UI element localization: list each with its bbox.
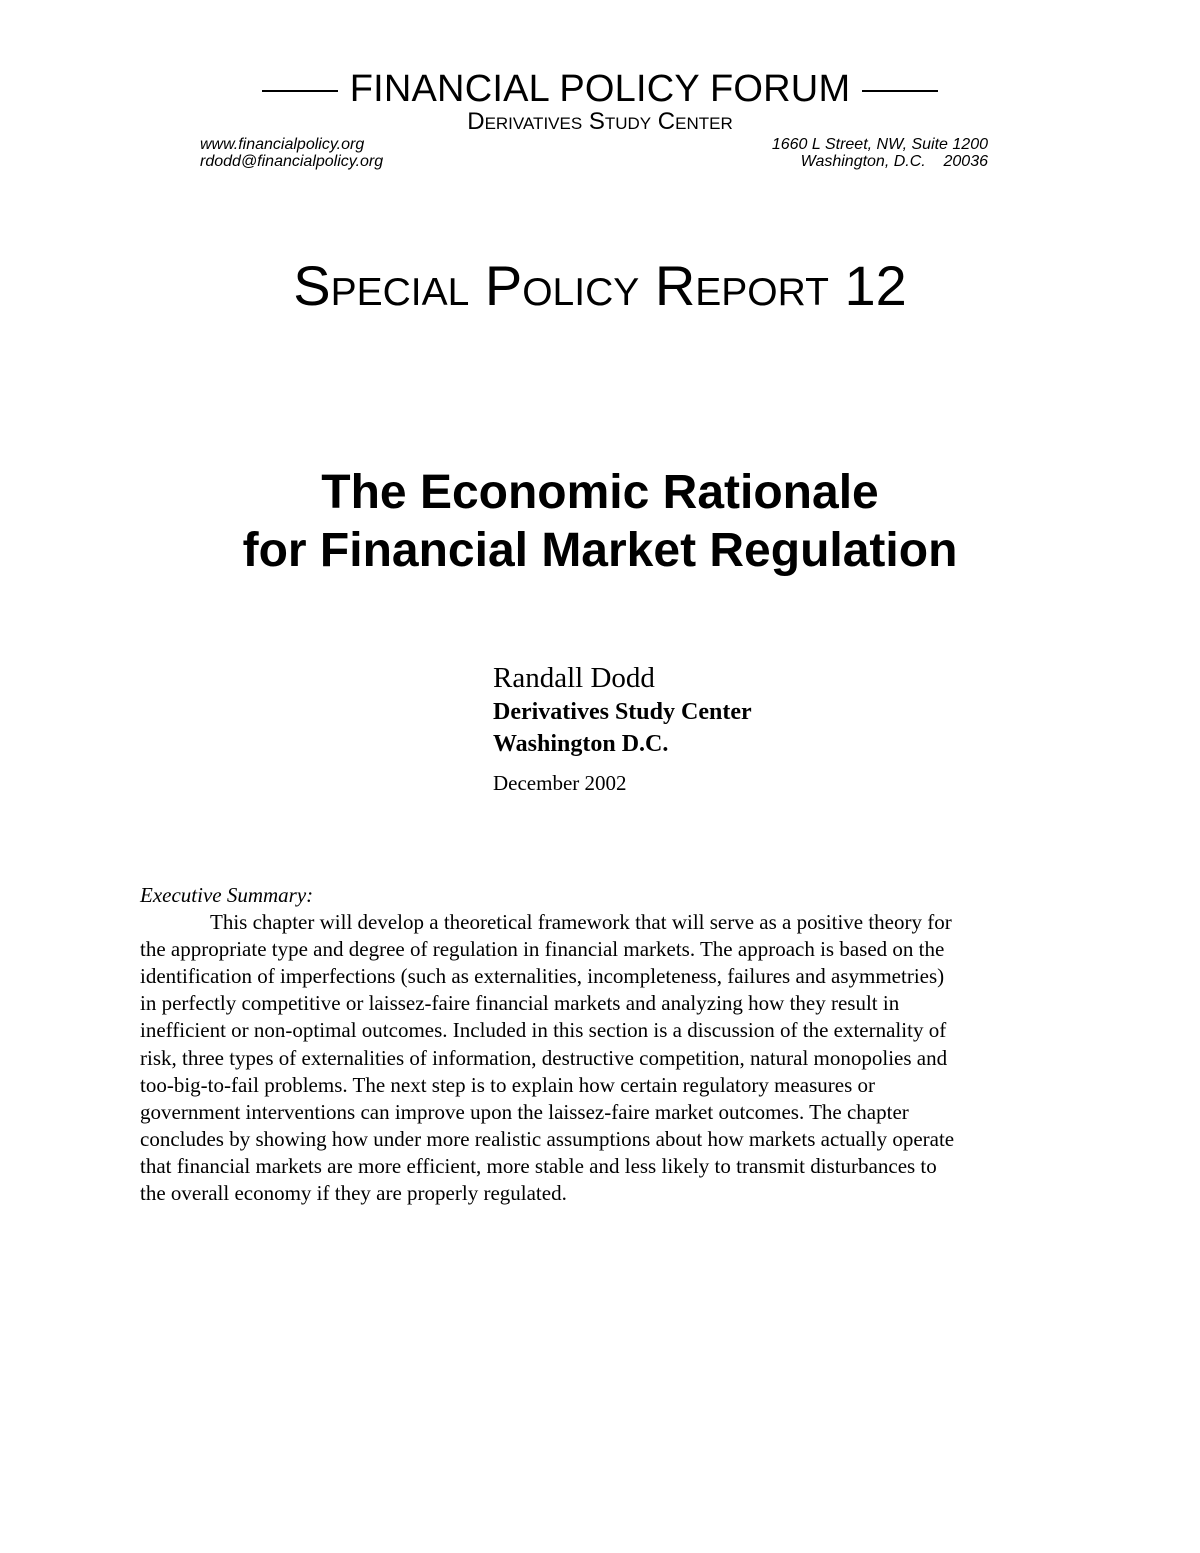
title-line-2: for Financial Market Regulation [242, 524, 958, 577]
forum-header [0, 64, 1200, 114]
summary-line: government interventions can improve upon the laissez-faire market outcomes. The chapter [140, 1099, 909, 1124]
summary-line: the appropriate type and degree of regulation in financial markets. The approach is based on the [140, 937, 945, 962]
report-heading [0, 254, 1200, 317]
summary-line: inefficient or non-optimal outcomes. Included in this section is a discussion of the externality of [140, 1018, 947, 1043]
summary-line: in perfectly competitive or laissez-faire financial markets and analyzing how they result in [140, 991, 900, 1016]
author-block [493, 660, 752, 796]
report-number: 12 [844, 254, 907, 317]
website-link[interactable]: www.financialpolicy.org [200, 136, 365, 153]
summary-line: too-big-to-fail problems. The next step is to explain how certain regulatory measures or [140, 1072, 875, 1097]
contact-right [772, 136, 988, 170]
contact-left [200, 136, 383, 170]
summary-line: concludes by showing how under more realistic assumptions about how markets actually operate [140, 1126, 955, 1151]
document-title [0, 464, 1200, 580]
author-location: Washington D.C. [493, 731, 669, 757]
author-organization: Derivatives Study Center [493, 699, 752, 725]
center-name: Derivatives Study Center [467, 108, 733, 135]
summary-label: Executive Summary: [140, 883, 314, 907]
summary-line: that financial markets are more efficient, more stable and less likely to transmit disturbances to [140, 1153, 937, 1178]
left-rule-divider [262, 90, 338, 92]
summary-line: the overall economy if they are properly regulated. [140, 1181, 567, 1206]
city-address: Washington, D.C. 20036 [800, 153, 988, 170]
author-name: Randall Dodd [493, 662, 655, 694]
summary-line: identification of imperfections (such as externalities, incompleteness, failures and asymmetries) [140, 964, 945, 989]
report-label: Special Policy Report [293, 254, 829, 317]
forum-title: FINANCIAL POLICY FORUM [349, 68, 851, 110]
title-line-1: The Economic Rationale [321, 466, 879, 519]
publication-date: December 2002 [493, 771, 627, 795]
summary-line: This chapter will develop a theoretical framework that will serve as a positive theory for [210, 910, 952, 935]
email-link[interactable]: rdodd@financialpolicy.org [200, 153, 384, 170]
summary-line: risk, three types of externalities of information, destructive competition, natural monopolies and [140, 1045, 948, 1070]
street-address: 1660 L Street, NW, Suite 1200 [771, 136, 988, 153]
executive-summary [140, 882, 1060, 1207]
right-rule-divider [862, 90, 938, 92]
